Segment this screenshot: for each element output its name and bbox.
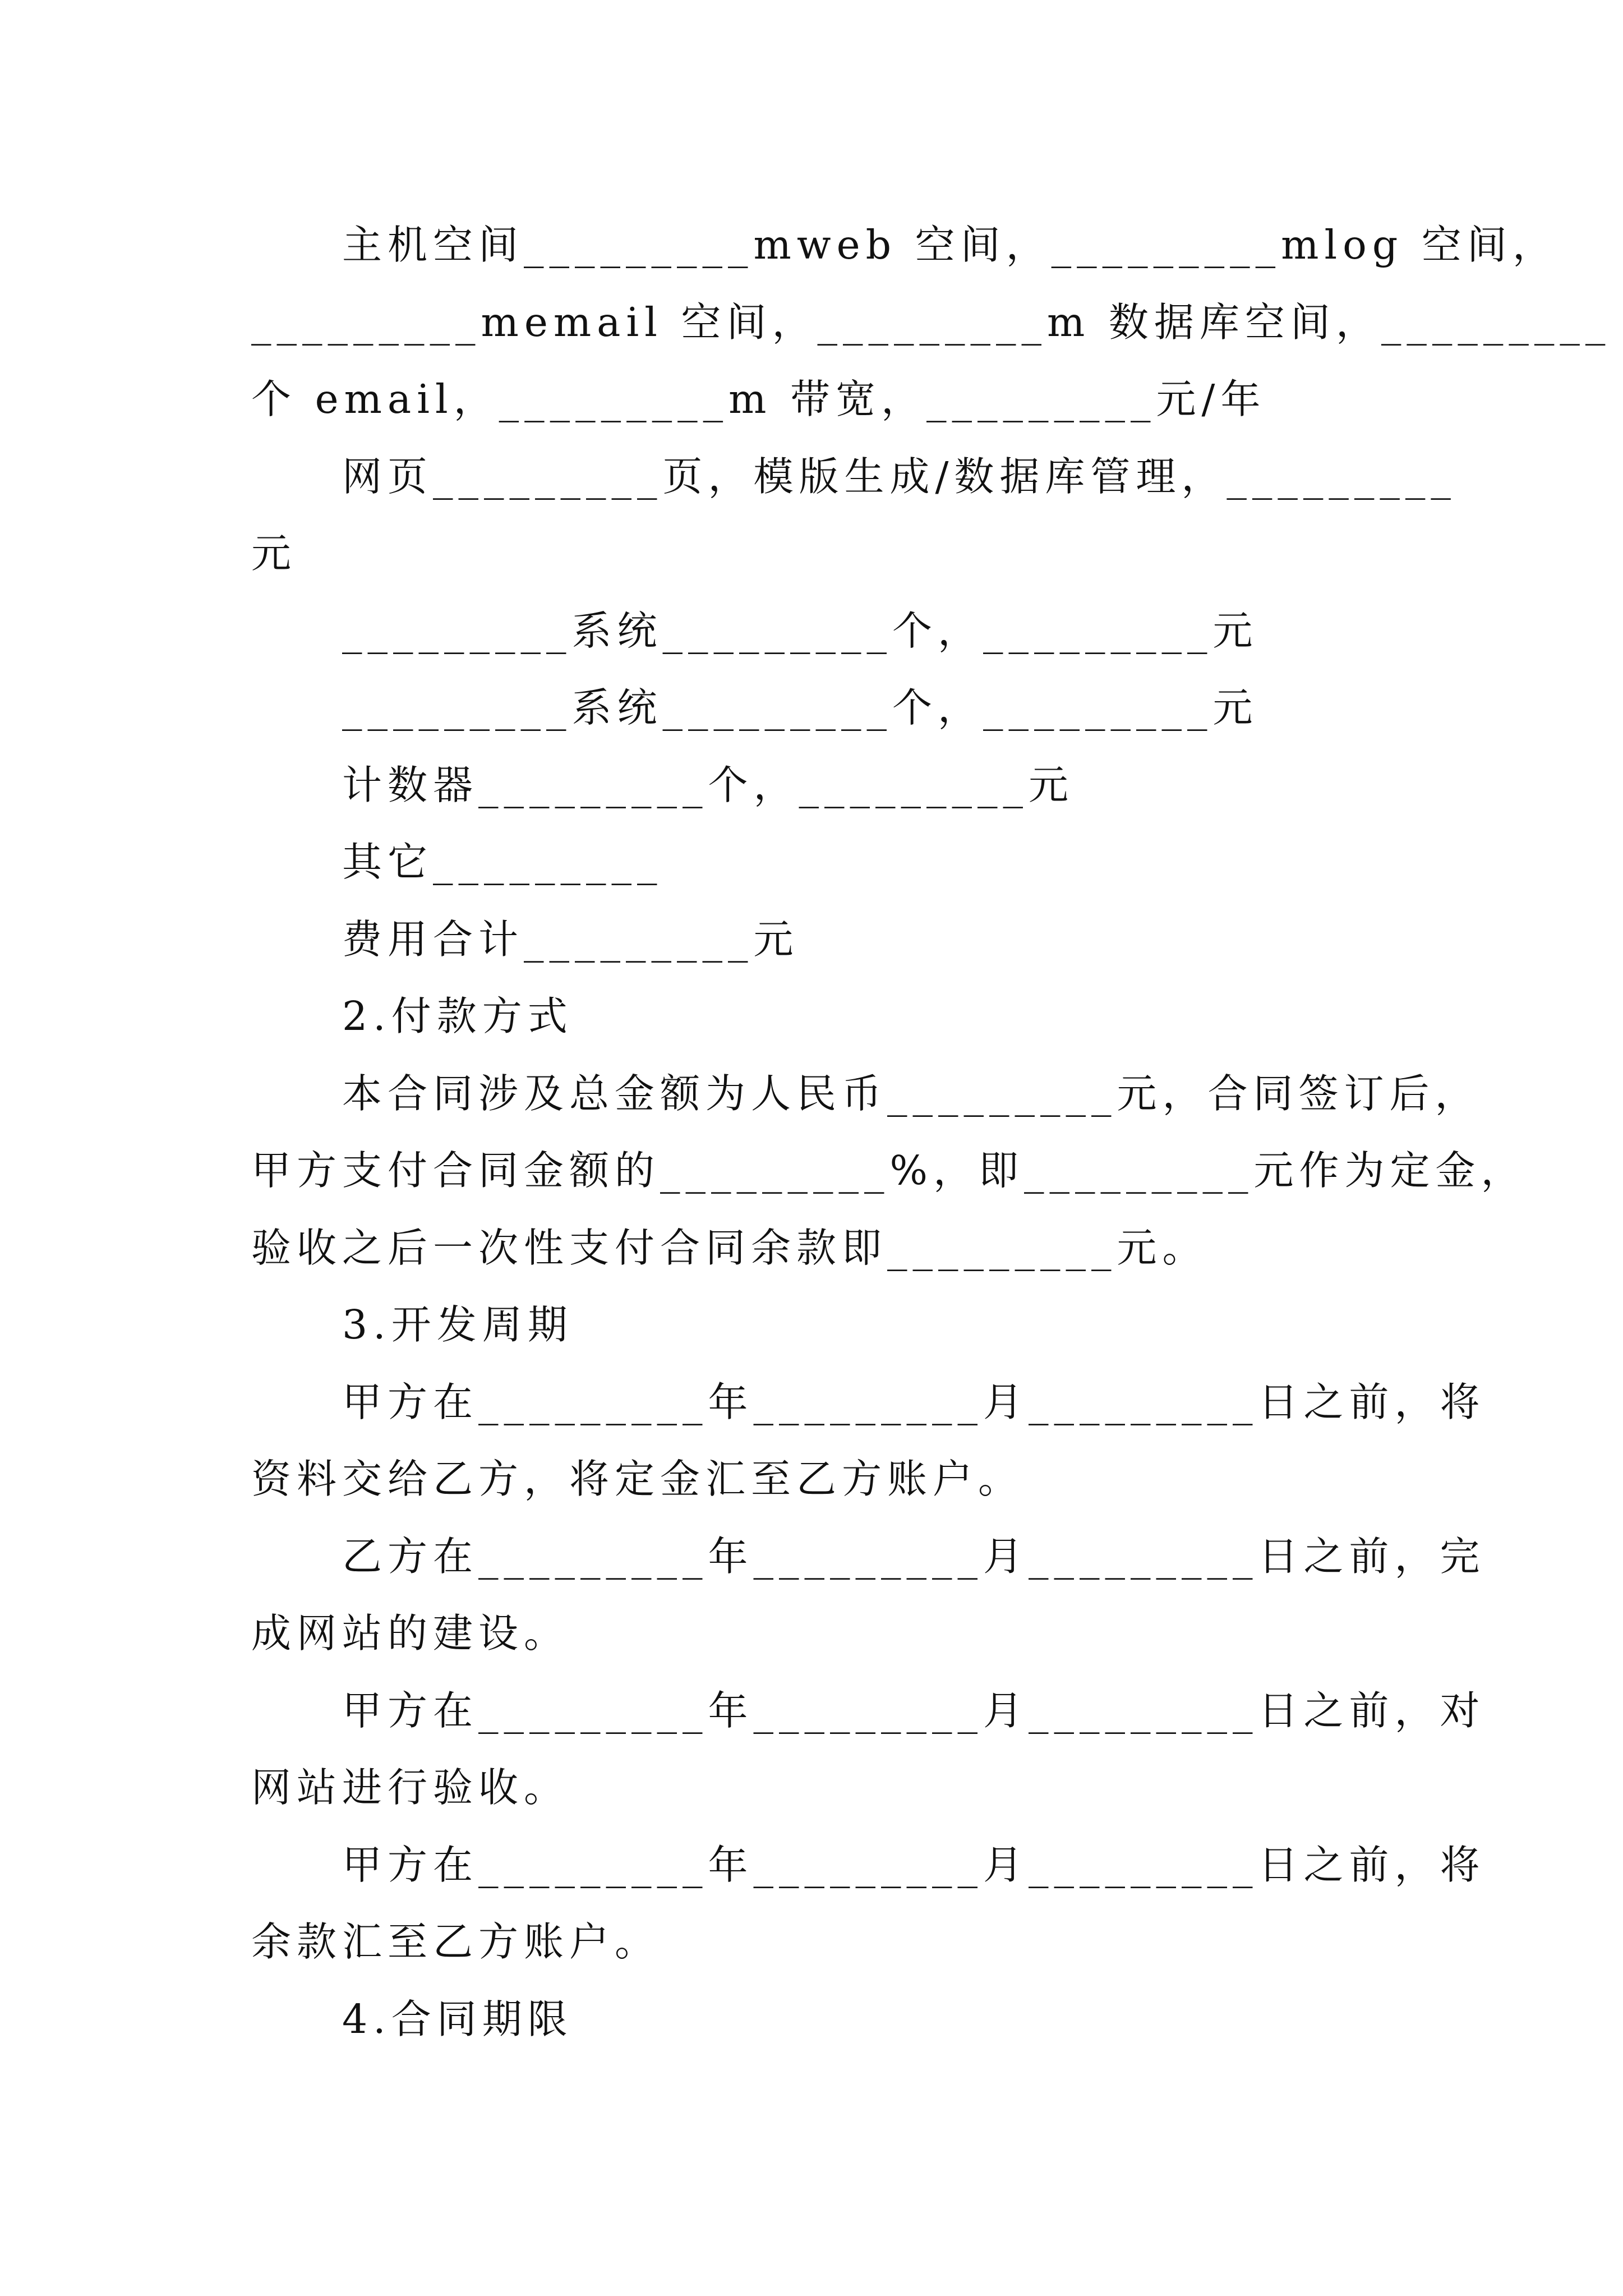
text-line: 个 email，_________m 带宽，_________元/年	[251, 376, 1266, 422]
text-line: 本合同涉及总金额为人民币_________元，合同签订后，	[342, 1070, 1481, 1117]
text-line: 计数器_________个，_________元	[342, 762, 1075, 808]
text-line: 元	[251, 530, 297, 577]
text-line: _________系统_________个，_________元	[342, 608, 1258, 654]
text-line: 主机空间_________mweb 空间，_________mlog 空间，	[342, 222, 1558, 268]
text-line: 其它_________	[342, 839, 663, 885]
text-line: 网站进行验收。	[251, 1764, 570, 1811]
section-heading: 4.合同期限	[342, 1996, 573, 2042]
text-line: 甲方支付合同金额的_________%，即_________元作为定金，	[251, 1147, 1527, 1194]
text-line: 网页_________页，模版生成/数据库管理，_________	[342, 453, 1456, 500]
text-line: 成网站的建设。	[251, 1610, 570, 1657]
section-heading: 2.付款方式	[342, 993, 573, 1039]
text-line: 甲方在_________年_________月_________日之前，对	[342, 1687, 1486, 1734]
text-line: _________系统_________个，_________元	[342, 684, 1258, 731]
text-line: 验收之后一次性支付合同余款即_________元。	[251, 1225, 1208, 1271]
text-line: 资料交给乙方，将定金汇至乙方账户。	[251, 1456, 1024, 1502]
text-line: 甲方在_________年_________月_________日之前，将	[342, 1842, 1486, 1888]
section-heading: 3.开发周期	[342, 1301, 573, 1348]
text-line: 甲方在_________年_________月_________日之前，将	[342, 1379, 1486, 1425]
text-line: _________memail 空间，_________m 数据库空间，_________	[251, 299, 1611, 346]
text-line: 费用合计_________元	[342, 916, 799, 963]
text-line: 余款汇至乙方账户。	[251, 1918, 661, 1965]
text-line: 乙方在_________年_________月_________日之前，完	[342, 1533, 1486, 1580]
